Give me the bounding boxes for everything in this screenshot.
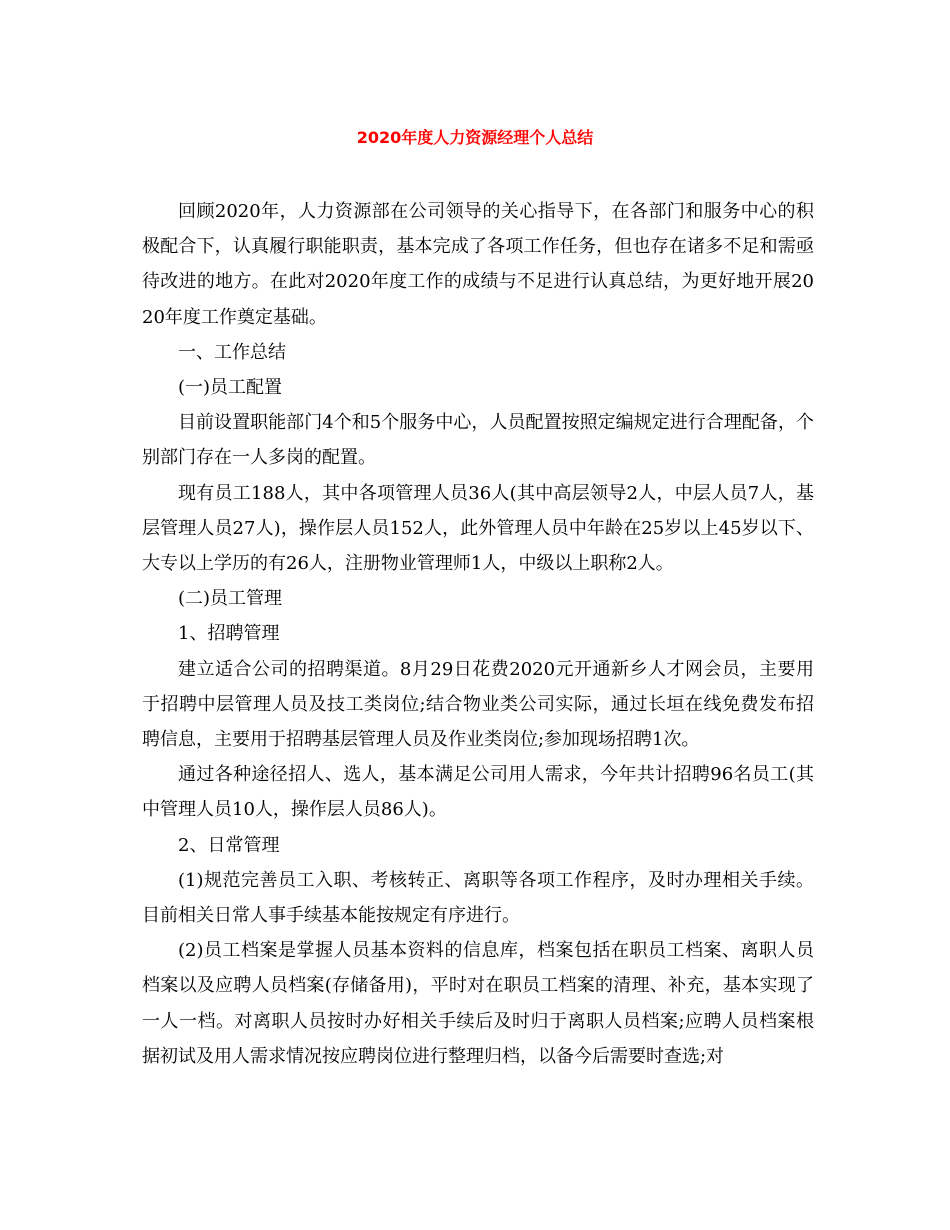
document-title: 2020年度人力资源经理个人总结 [356,128,594,147]
subsection-heading-staff-management: (二)员工管理 [178,588,283,610]
paragraph-recruitment-channels: 建立适合公司的招聘渠道。8月29日花费2020元开通新乡人才网会员，主要用于招聘中层管理人员及技工类岗位;结合物业类公司实际，通过长垣在线免费发布招聘信息，主要用于招聘基层管理人员及作业类岗位;参加现场招聘1次。 [142,658,814,751]
paragraph-procedures: (1)规范完善员工入职、考核转正、离职等各项工作程序，及时办理相关手续。目前相关日常人事手续基本能按规定有序进行。 [142,869,814,927]
paragraph-archives: (2)员工档案是掌握人员基本资料的信息库，档案包括在职员工档案、离职人员档案以及应聘人员档案(存储备用)，平时对在职员工档案的清理、补充，基本实现了一人一档。对离职人员按时办好相关手续后及时归于离职人员档案;应聘人员档案根据初试及用人需求情况按应聘岗位进行整理归档，以备今后需要时查选;对 [142,940,814,1067]
paragraph-departments: 目前设置职能部门4个和5个服务中心，人员配置按照定编规定进行合理配备，个别部门存在一人多岗的配置。 [142,412,814,469]
section-heading-work-summary: 一、工作总结 [178,341,286,363]
paragraph-intro: 回顾2020年，人力资源部在公司领导的关心指导下，在各部门和服务中心的积极配合下，认真履行职能职责，基本完成了各项工作任务，但也存在诸多不足和需亟待改进的地方。在此对2020年度工作的成绩与不足进行认真总结，为更好地开展2020年度工作奠定基础。 [142,201,814,328]
item-heading-recruitment: 1、招聘管理 [178,623,280,645]
document-body [142,194,814,1074]
item-heading-daily-management: 2、日常管理 [178,834,280,856]
paragraph-staff-numbers: 现有员工188人，其中各项管理人员36人(其中高层领导2人，中层人员7人，基层管理人员27人)，操作层人员152人，此外管理人员中年龄在25岁以上45岁以下、大专以上学历的有26人，注册物业管理师1人，中级以上职称2人。 [142,482,814,575]
subsection-heading-staff-allocation: (一)员工配置 [178,377,283,399]
paragraph-recruitment-results: 通过各种途径招人、选人，基本满足公司用人需求，今年共计招聘96名员工(其中管理人员10人，操作层人员86人)。 [142,764,814,821]
